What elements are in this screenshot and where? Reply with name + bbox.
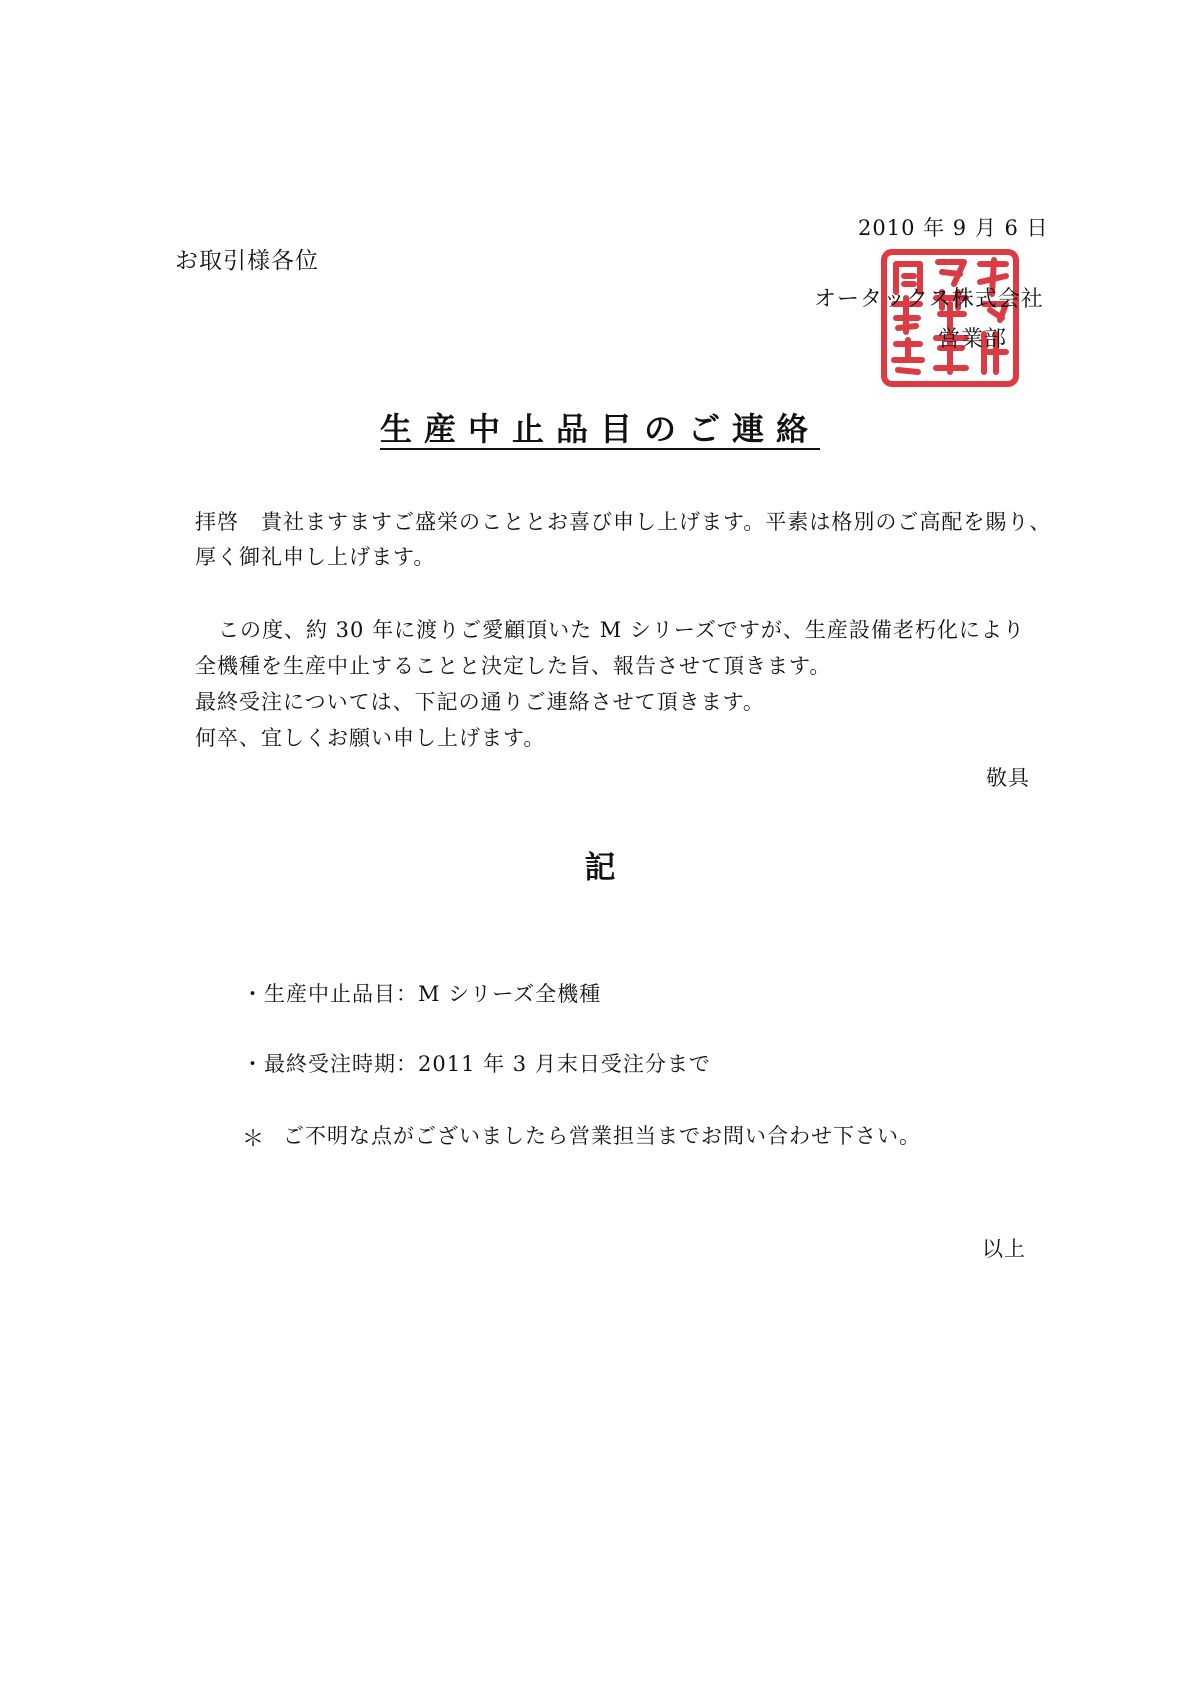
- greeting-line-1: 拝啓 貴社ますますご盛栄のこととお喜び申し上げます。平素は格別のご高配を賜り、: [195, 510, 1052, 534]
- sender-company: オータックス株式会社: [814, 287, 1044, 312]
- closing-ijo: 以上: [982, 1237, 1026, 1261]
- body-line-2: 全機種を生産中止することと決定した旨、報告させて頂きます。: [195, 654, 832, 678]
- note-text: ご不明な点がございましたら営業担当までお問い合わせ下さい。: [283, 1124, 921, 1148]
- body-line-1: この度、約 30 年に渡りご愛顧頂いた M シリーズですが、生産設備老朽化により: [218, 618, 1025, 642]
- letter-title: 生産中止品目のご連絡: [379, 410, 820, 448]
- ki-heading: 記: [584, 850, 616, 886]
- note-asterisk: ＊: [242, 1127, 265, 1152]
- recipient: お取引様各位: [175, 248, 319, 274]
- letter-date: 2010 年 9 月 6 日: [858, 216, 1049, 240]
- closing-keigu: 敬具: [986, 766, 1030, 790]
- body-line-4: 何卒、宜しくお願い申し上げます。: [195, 726, 546, 750]
- item-final-order-date: ・最終受注時期：2011 年 3 月末日受注分まで: [242, 1052, 711, 1076]
- greeting-line-2: 厚く御礼申し上げます。: [195, 545, 436, 569]
- sender-department: 営業部: [938, 327, 1008, 352]
- item-discontinued-products: ・生産中止品目：M シリーズ全機種: [242, 982, 602, 1006]
- company-seal: [880, 248, 1020, 388]
- body-line-3: 最終受注については、下記の通りご連絡させて頂きます。: [195, 690, 765, 714]
